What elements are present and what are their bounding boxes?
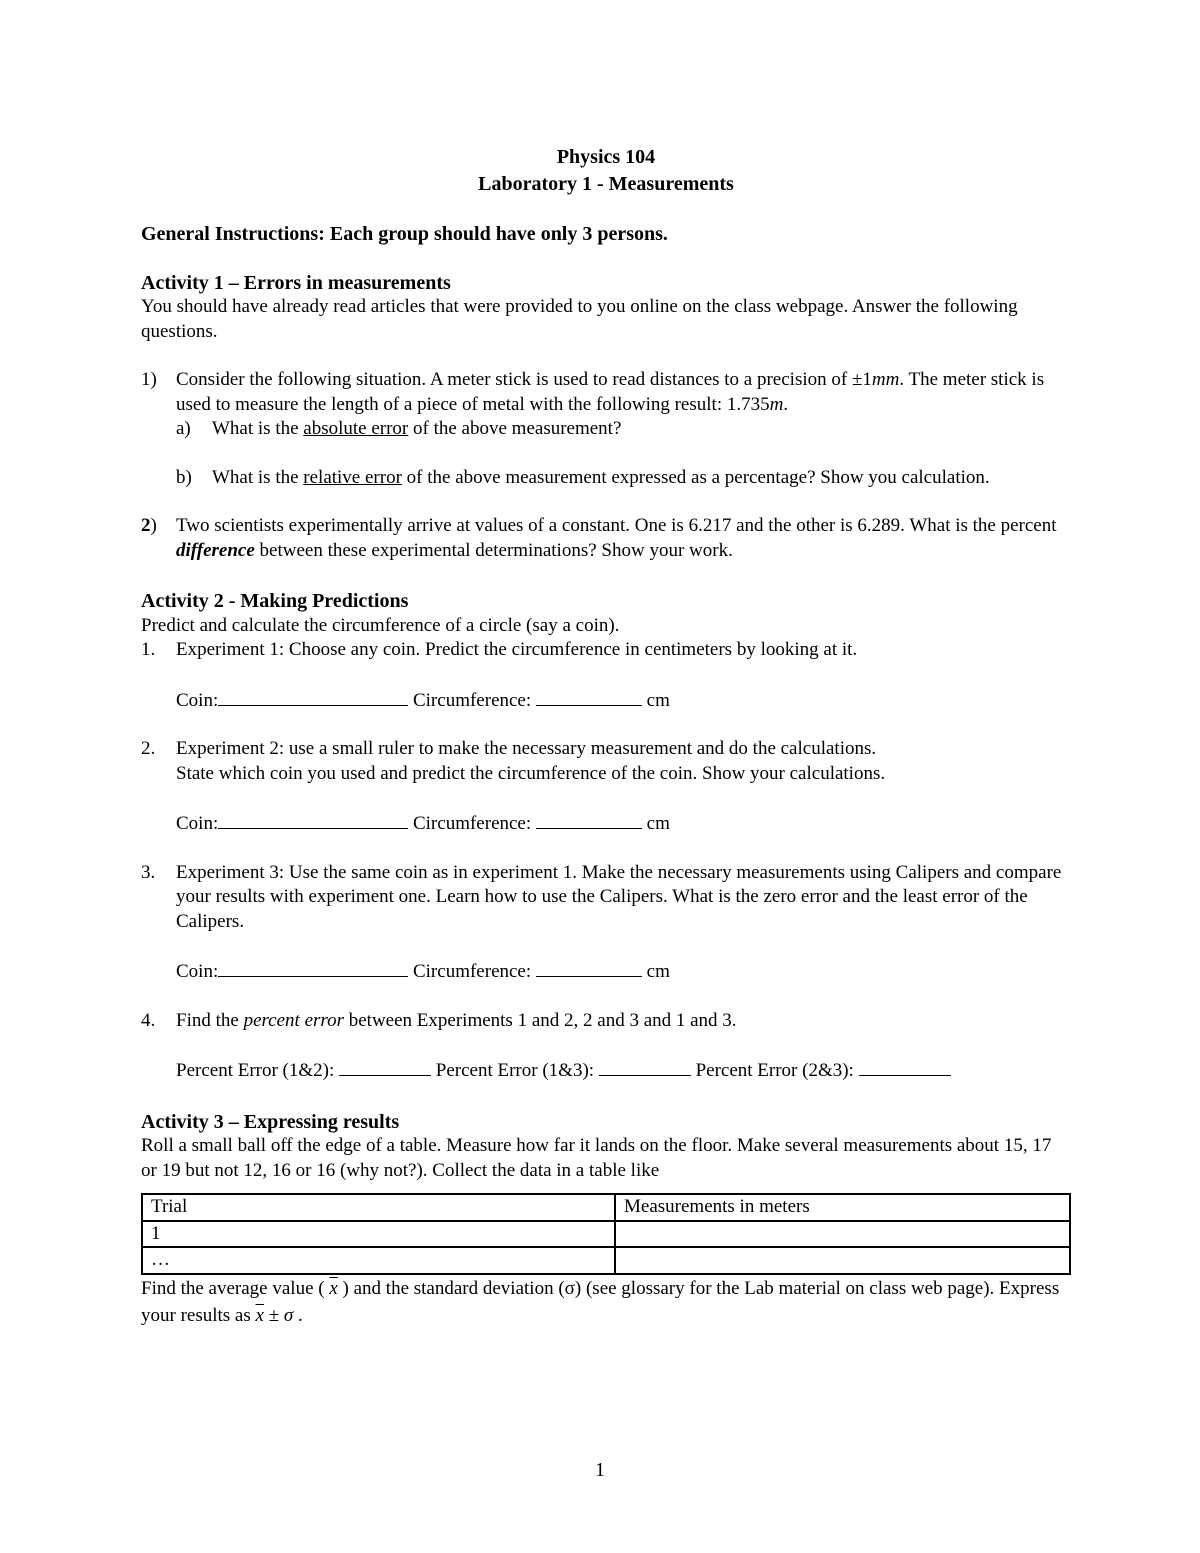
percent-error-12-blank[interactable] [339,1057,431,1076]
activity3-heading: Activity 3 – Expressing results [141,1110,400,1133]
question-1a: a) What is the absolute error of the above measurement? [176,418,622,439]
experiment-1: 1. Experiment 1: Choose any coin. Predict the circumference in centimeters by looking at it. [141,639,858,660]
table-cell[interactable] [615,1221,1070,1248]
activity2-heading: Activity 2 - Making Predictions [141,590,409,612]
experiment-2-answer-line: Coin: Circumference: cm [141,810,1071,837]
activity2-intro: Predict and calculate the circumference of a circle (say a coin). [141,614,620,636]
experiment-3: 3. Experiment 3: Use the same coin as in experiment 1. Make the necessary measurements using Calipers and compare your results with experiment one. Learn how to use the Calipers. What is the zero error and the least error of the Calipers. [141,861,1062,932]
difference-term: difference [176,539,255,561]
activity3-conclusion: Find the average value ( $\overline{x}$ ) and the standard deviation (σ) (see glossary for the Lab material on class web page). Express your results as $\overline{x} \pm \sigma$ . [141,1277,1060,1326]
question-1-number: 1) [141,369,157,390]
table-cell: … [142,1247,615,1274]
lab-title: Laboratory 1 - Measurements [478,173,734,195]
x-bar-symbol: $\overline{x}$ [255,1304,264,1326]
percent-error-13-blank[interactable] [599,1057,691,1076]
table-cell: 1 [142,1221,615,1248]
document-page [141,144,1071,1329]
relative-error-term: relative error [303,466,402,488]
data-table [141,1193,1071,1275]
circumference-blank[interactable] [536,958,642,977]
question-2: 2) Two scientists experimentally arrive at values of a constant. One is 6.217 and the other is 6.289. What is the percent difference between these experimental determinations? Show your work. [141,515,1057,561]
percent-error-term: percent error [243,1009,344,1031]
experiment-2: 2. Experiment 2: use a small ruler to make the necessary measurement and do the calculations. State which coin you used and predict the circumference of the coin. Show your calculations. [141,738,886,784]
coin-blank[interactable] [218,958,408,977]
activity1-intro: You should have already read articles that were provided to you online on the class webpage. Answer the following questions. [141,296,1018,342]
question-1: 1) Consider the following situation. A meter stick is used to read distances to a precision of ±1mm. The meter stick is used to measure the length of a piece of metal with the following result: 1.735m. [141,369,1045,415]
table-header-row [142,1194,1070,1221]
question-1b: b) What is the relative error of the above measurement expressed as a percentage? Show you calculation. [176,466,990,488]
table-row [142,1247,1070,1274]
experiment-3-answer-line: Coin: Circumference: cm [141,958,1071,985]
page-number: 1 [595,1459,605,1481]
table-header: Trial [142,1194,615,1221]
table-cell[interactable] [615,1247,1070,1274]
general-instructions: General Instructions: Each group should have only 3 persons. [141,223,668,245]
coin-blank[interactable] [218,687,408,706]
activity1-heading: Activity 1 – Errors in measurements [141,271,451,294]
circumference-blank[interactable] [536,687,642,706]
sigma-symbol: σ [283,1304,294,1326]
table-row [142,1221,1070,1248]
x-bar-symbol: $\overline{x}$ [329,1277,338,1299]
activity3-intro: Roll a small ball off the edge of a table. Measure how far it lands on the floor. Make several measurements about 15, 17 or 19 but not 12, 16 or 16 (why not?). Collect the data in a table like [141,1135,1052,1181]
experiment-4: 4. Find the percent error between Experiments 1 and 2, 2 and 3 and 1 and 3. [141,1009,737,1031]
table-header: Measurements in meters [615,1194,1070,1221]
course-title: Physics 104 [556,146,656,168]
coin-blank[interactable] [218,810,408,829]
circumference-blank[interactable] [536,810,642,829]
percent-error-line: Percent Error (1&2): Percent Error (1&3): Percent Error (2&3): [141,1057,1071,1084]
percent-error-23-blank[interactable] [859,1057,951,1076]
absolute-error-term: absolute error [303,418,409,439]
experiment-1-answer-line: Coin: Circumference: cm [141,687,1071,714]
